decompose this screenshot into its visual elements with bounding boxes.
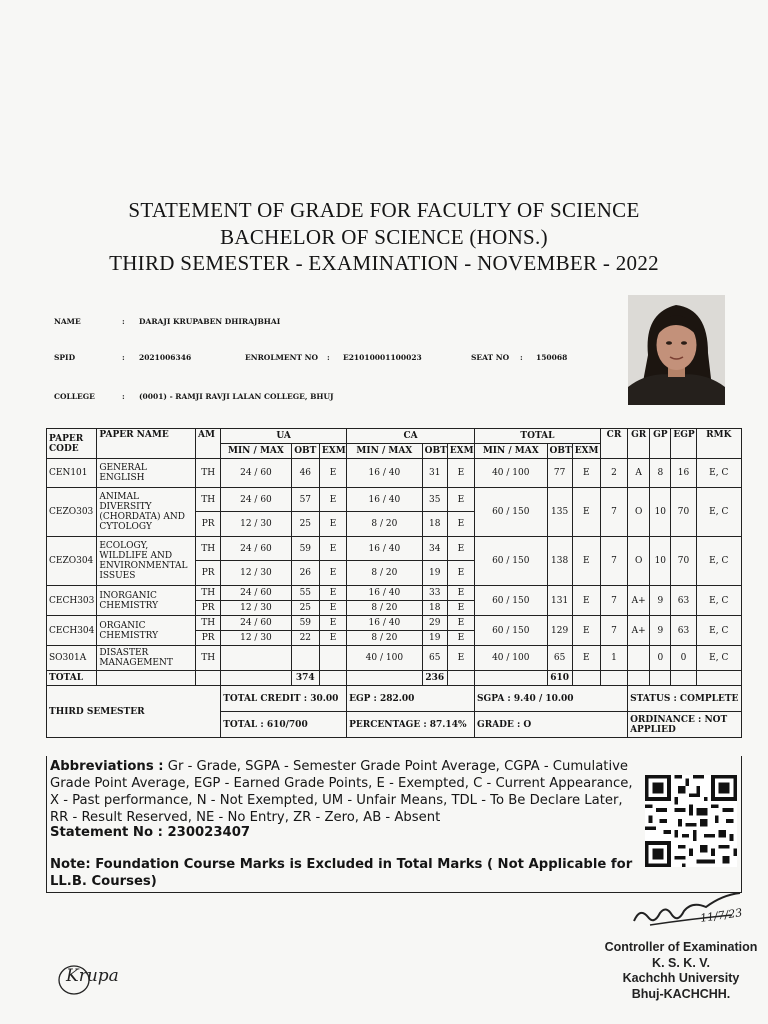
table-row — [47, 537, 742, 561]
total-exm: E — [572, 488, 600, 537]
ca-exm: E — [447, 459, 474, 488]
ca-obt: 35 — [422, 488, 447, 512]
ca-minmax: 8 / 20 — [347, 631, 423, 646]
paper-name: INORGANIC CHEMISTRY — [97, 586, 196, 616]
am-cell: TH — [196, 459, 221, 488]
ca-obt: 31 — [422, 459, 447, 488]
remark-cell: E, C — [696, 488, 741, 537]
ua-minmax: 24 / 60 — [221, 537, 292, 561]
ua-exm: E — [319, 601, 346, 616]
remark-cell: E, C — [696, 586, 741, 616]
grade-cell: O — [628, 537, 650, 586]
total-obt: 138 — [547, 537, 572, 586]
ca-minmax: 16 / 40 — [347, 616, 423, 631]
ua-exm: E — [319, 537, 346, 561]
ua-obt: 22 — [291, 631, 319, 646]
grade-value: GRADE : O — [475, 712, 628, 738]
student-photo — [628, 295, 725, 405]
am-cell: TH — [196, 616, 221, 631]
colon: : — [122, 392, 125, 401]
ua-minmax: 24 / 60 — [221, 459, 292, 488]
total-obt: 131 — [547, 586, 572, 616]
grade-cell: A+ — [628, 586, 650, 616]
signature-loop — [56, 962, 96, 998]
ua-exm: E — [319, 512, 346, 537]
ca-obt: 34 — [422, 537, 447, 561]
total-exm: E — [572, 459, 600, 488]
table-row — [47, 616, 742, 631]
ca-minmax: 40 / 100 — [347, 646, 423, 671]
table-row — [47, 488, 742, 512]
paper-code: CEN101 — [47, 459, 97, 488]
credit-cell: 7 — [600, 616, 627, 646]
paper-name: GENERAL ENGLISH — [97, 459, 196, 488]
header-paper-code: PAPER CODE — [47, 429, 97, 459]
grand-total-obt: 610 — [547, 671, 572, 686]
student-signature: Krupa — [66, 966, 119, 986]
credit-cell: 1 — [600, 646, 627, 671]
name-label: NAME — [54, 317, 81, 326]
percentage-value: PERCENTAGE : 87.14% — [347, 712, 475, 738]
colon: : — [122, 317, 125, 326]
total-minmax: 60 / 150 — [475, 488, 548, 537]
ca-obt: 18 — [422, 512, 447, 537]
total-minmax: 60 / 150 — [475, 616, 548, 646]
grade-cell: O — [628, 488, 650, 537]
am-cell: TH — [196, 646, 221, 671]
ua-total-obt: 374 — [291, 671, 319, 686]
colon: : — [122, 353, 125, 362]
ca-exm: E — [447, 488, 474, 512]
ua-exm: E — [319, 586, 346, 601]
paper-name: ECOLOGY, WILDLIFE AND ENVIRONMENTAL ISSUES — [97, 537, 196, 586]
ordinance-value: ORDINANCE : NOT APPLIED — [628, 712, 742, 738]
ua-exm: E — [319, 631, 346, 646]
am-cell: PR — [196, 631, 221, 646]
document-title-line1: STATEMENT OF GRADE FOR FACULTY OF SCIENCE — [128, 198, 640, 222]
ua-obt: 26 — [291, 561, 319, 586]
controller-org: K. S. K. V. — [652, 955, 710, 970]
header-total: TOTAL — [475, 429, 601, 444]
ua-minmax: 24 / 60 — [221, 488, 292, 512]
ua-minmax: 12 / 30 — [221, 512, 292, 537]
seat-label: SEAT NO — [471, 353, 510, 362]
am-cell: TH — [196, 488, 221, 512]
ua-obt: 46 — [291, 459, 319, 488]
header-am: AM — [196, 429, 221, 459]
header-egp: EGP — [671, 429, 696, 459]
credit-cell: 2 — [600, 459, 627, 488]
am-cell: TH — [196, 537, 221, 561]
ca-minmax: 8 / 20 — [347, 512, 423, 537]
controller-location: Bhuj-KACHCHH. — [631, 986, 731, 1001]
qr-code-icon — [643, 775, 739, 867]
ca-obt: 29 — [422, 616, 447, 631]
grade-cell — [628, 646, 650, 671]
ua-minmax: 12 / 30 — [221, 561, 292, 586]
ca-exm: E — [447, 616, 474, 631]
header-total-obt: OBT — [547, 444, 572, 459]
header-cr: CR — [600, 429, 627, 459]
total-exm: E — [572, 537, 600, 586]
colon: : — [520, 353, 523, 362]
total-minmax: 40 / 100 — [475, 646, 548, 671]
header-ca-minmax: MIN / MAX — [347, 444, 423, 459]
total-minmax: 60 / 150 — [475, 586, 548, 616]
remark-cell: E, C — [696, 646, 741, 671]
gp-cell: 10 — [650, 488, 671, 537]
header-rmk: RMK — [696, 429, 741, 459]
header-gp: GP — [650, 429, 671, 459]
header-total-minmax: MIN / MAX — [475, 444, 548, 459]
foundation-note: Note: Foundation Course Marks is Excluded in Total Marks ( Not Applicable for LL.B. Courses) — [50, 857, 633, 889]
ca-obt: 19 — [422, 631, 447, 646]
totals-row — [47, 671, 742, 686]
total-exm: E — [572, 616, 600, 646]
ca-exm: E — [447, 601, 474, 616]
paper-name: DISASTER MANAGEMENT — [97, 646, 196, 671]
grade-cell: A — [628, 459, 650, 488]
sgpa-value: SGPA : 9.40 / 10.00 — [475, 686, 628, 712]
egp-cell: 70 — [671, 488, 696, 537]
total-minmax: 60 / 150 — [475, 537, 548, 586]
gp-cell: 0 — [650, 646, 671, 671]
gp-cell: 10 — [650, 537, 671, 586]
table-row — [47, 646, 742, 671]
header-ca: CA — [347, 429, 475, 444]
ua-obt: 25 — [291, 601, 319, 616]
ua-exm: E — [319, 459, 346, 488]
total-minmax: 40 / 100 — [475, 459, 548, 488]
egp-cell: 16 — [671, 459, 696, 488]
ca-minmax: 16 / 40 — [347, 537, 423, 561]
document-title-line3: THIRD SEMESTER - EXAMINATION - NOVEMBER - 2022 — [109, 251, 659, 275]
am-cell: TH — [196, 586, 221, 601]
paper-code: CECH304 — [47, 616, 97, 646]
ca-obt: 65 — [422, 646, 447, 671]
am-cell: PR — [196, 512, 221, 537]
header-ca-obt: OBT — [422, 444, 447, 459]
remark-cell: E, C — [696, 459, 741, 488]
header-ua-obt: OBT — [291, 444, 319, 459]
ua-obt: 59 — [291, 537, 319, 561]
paper-code: CECH303 — [47, 586, 97, 616]
ua-minmax: 24 / 60 — [221, 586, 292, 601]
statement-number: Statement No : 230023407 — [50, 825, 251, 840]
paper-code: CEZO304 — [47, 537, 97, 586]
ua-minmax: 12 / 30 — [221, 631, 292, 646]
ca-minmax: 16 / 40 — [347, 459, 423, 488]
semester-label: THIRD SEMESTER — [47, 686, 221, 738]
ca-exm: E — [447, 586, 474, 601]
summary-row — [47, 686, 742, 712]
ua-exm: E — [319, 561, 346, 586]
college-label: COLLEGE — [54, 392, 95, 401]
gp-cell: 9 — [650, 616, 671, 646]
ua-minmax: 24 / 60 — [221, 616, 292, 631]
ca-minmax: 8 / 20 — [347, 601, 423, 616]
header-ua: UA — [221, 429, 347, 444]
egp-cell: 70 — [671, 537, 696, 586]
abbreviations-body: Gr - Grade, SGPA - Semester Grade Point Average, CGPA - Cumulative Grade Point Average, EGP - Earned Grade Points, E - Exempted, C - Current Appearance, X - Past performance, N - Not Exempted, UM - Unfair Means, TDL - To Be Declare Later, RR - Result Reserved, NE - No Entry, ZR - Zero, AB - Absent — [50, 759, 633, 825]
ua-minmax: 12 / 30 — [221, 601, 292, 616]
enrolment-label: ENROLMENT NO — [245, 353, 319, 362]
egp-cell: 0 — [671, 646, 696, 671]
colon: : — [327, 353, 330, 362]
total-obt: 135 — [547, 488, 572, 537]
ua-exm: E — [319, 616, 346, 631]
ca-exm: E — [447, 646, 474, 671]
header-gr: GR — [628, 429, 650, 459]
header-paper-name: PAPER NAME — [97, 429, 196, 459]
ua-obt: 57 — [291, 488, 319, 512]
ua-obt: 55 — [291, 586, 319, 601]
total-obt: 65 — [547, 646, 572, 671]
table-row — [47, 586, 742, 601]
gp-cell: 8 — [650, 459, 671, 488]
total-marks: TOTAL : 610/700 — [221, 712, 347, 738]
egp-cell: 63 — [671, 616, 696, 646]
ca-obt: 18 — [422, 601, 447, 616]
ua-obt: 59 — [291, 616, 319, 631]
paper-name: ANIMAL DIVERSITY (CHORDATA) AND CYTOLOGY — [97, 488, 196, 537]
status-value: STATUS : COMPLETE — [628, 686, 742, 712]
ca-minmax: 8 / 20 — [347, 561, 423, 586]
ca-exm: E — [447, 561, 474, 586]
college-value: (0001) - RAMJI RAVJI LALAN COLLEGE, BHUJ — [139, 392, 334, 401]
header-ca-exm: EXM — [447, 444, 474, 459]
ca-exm: E — [447, 512, 474, 537]
ca-minmax: 16 / 40 — [347, 586, 423, 601]
remark-cell: E, C — [696, 616, 741, 646]
total-exm: E — [572, 646, 600, 671]
gp-cell: 9 — [650, 586, 671, 616]
credit-cell: 7 — [600, 537, 627, 586]
ua-minmax — [221, 646, 292, 671]
controller-block — [598, 940, 764, 1002]
ca-obt: 33 — [422, 586, 447, 601]
ua-obt: 25 — [291, 512, 319, 537]
enrolment-value: E21010001100023 — [343, 353, 422, 362]
totals-label: TOTAL — [47, 671, 97, 686]
controller-university: Kachchh University — [622, 971, 740, 985]
total-obt: 129 — [547, 616, 572, 646]
seat-value: 150068 — [536, 353, 568, 362]
controller-title: Controller of Examination — [604, 940, 758, 954]
header-ua-minmax: MIN / MAX — [221, 444, 292, 459]
grade-cell: A+ — [628, 616, 650, 646]
document-title-line2: BACHELOR OF SCIENCE (HONS.) — [220, 225, 548, 249]
spid-label: SPID — [54, 353, 76, 362]
paper-name: ORGANIC CHEMISTRY — [97, 616, 196, 646]
marks-table — [46, 428, 742, 738]
ua-obt — [291, 646, 319, 671]
abbreviations-text — [50, 758, 640, 826]
ua-exm — [319, 646, 346, 671]
paper-code: CEZO303 — [47, 488, 97, 537]
header-ua-exm: EXM — [319, 444, 346, 459]
total-credit: TOTAL CREDIT : 30.00 — [221, 686, 347, 712]
ca-obt: 19 — [422, 561, 447, 586]
paper-code: SO301A — [47, 646, 97, 671]
total-obt: 77 — [547, 459, 572, 488]
remark-cell: E, C — [696, 537, 741, 586]
ua-exm: E — [319, 488, 346, 512]
signature-date: 11/7/23 — [699, 906, 744, 925]
spid-value: 2021006346 — [139, 353, 192, 362]
total-exm: E — [572, 586, 600, 616]
egp-total: EGP : 282.00 — [347, 686, 475, 712]
ca-minmax: 16 / 40 — [347, 488, 423, 512]
ca-exm: E — [447, 631, 474, 646]
am-cell: PR — [196, 601, 221, 616]
am-cell: PR — [196, 561, 221, 586]
egp-cell: 63 — [671, 586, 696, 616]
table-row — [47, 459, 742, 488]
student-name: DARAJI KRUPABEN DHIRAJBHAI — [139, 317, 281, 326]
ca-exm: E — [447, 537, 474, 561]
header-total-exm: EXM — [572, 444, 600, 459]
ca-total-obt: 236 — [422, 671, 447, 686]
abbreviations-label: Abbreviations : — [50, 759, 164, 774]
credit-cell: 7 — [600, 488, 627, 537]
credit-cell: 7 — [600, 586, 627, 616]
